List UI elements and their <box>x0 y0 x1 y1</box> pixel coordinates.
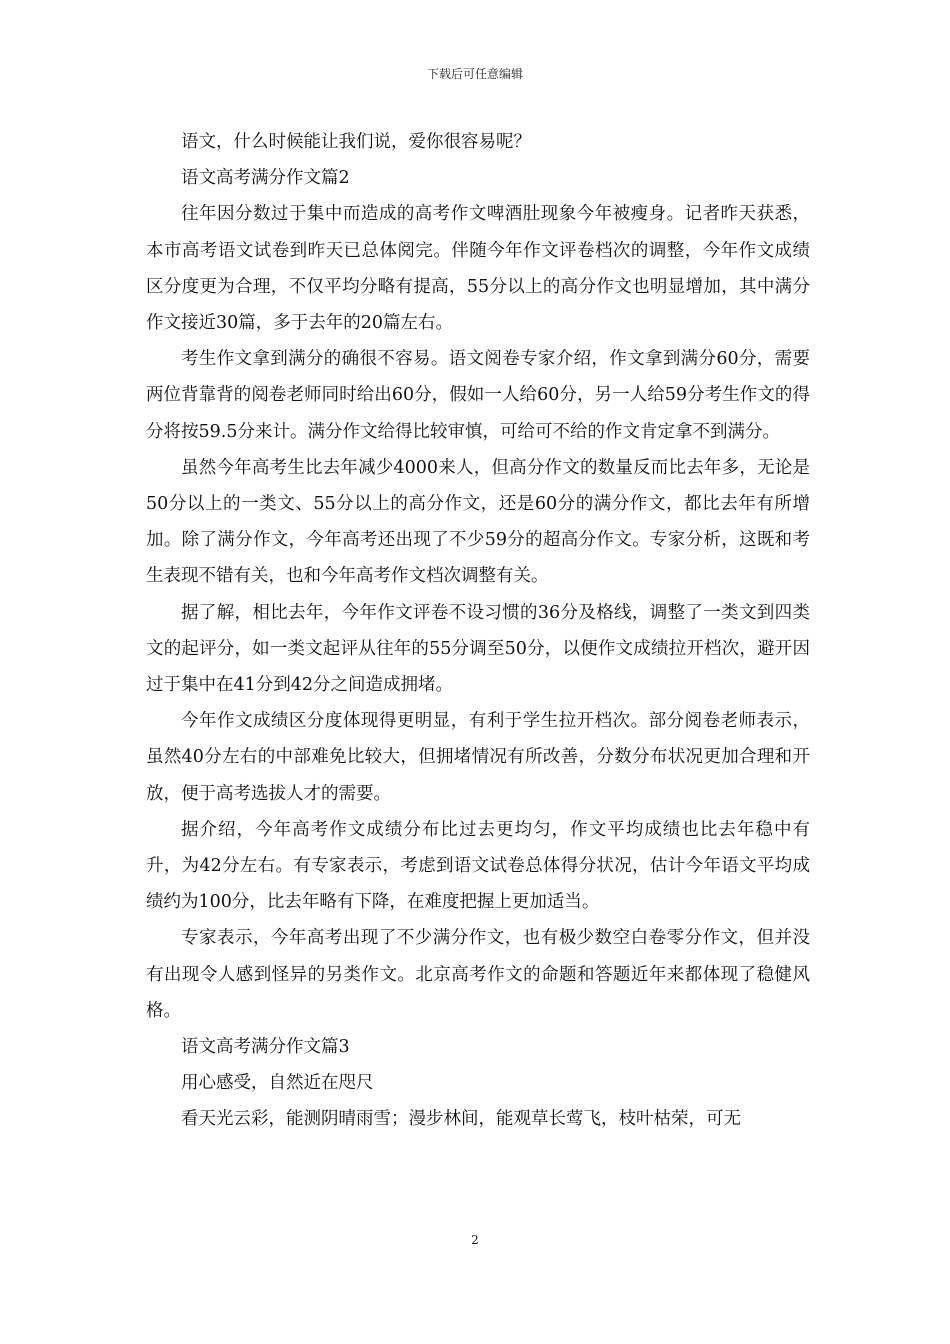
page-number: 2 <box>471 1233 479 1247</box>
essay-title: 用心感受，自然近在咫尺 <box>181 1073 374 1094</box>
section-heading-3: 语文高考满分作文篇3 <box>181 1037 350 1058</box>
paragraph-3: 往年因分数过于集中而造成的高考作文啤酒肚现象今年被瘦身。记者昨天获悉，本市高考语文试卷到昨天已总体阅完。伴随今年作文评卷档次的调整，今年作文成绩区分度更为合理，不仅平均分略有提高，55分以上的高分作文也明显增加，其中满分作文接近30篇，多于去年的20篇左右。 <box>146 204 810 334</box>
page-header: 下载后可任意编辑 <box>426 67 523 81</box>
paragraph-4: 考生作文拿到满分的确很不容易。语文阅卷专家介绍，作文拿到满分60分，需要两位背靠背的阅卷老师同时给出60分，假如一人给60分，另一人给59分考生作文的得分将按59.5分来计。满分作文给得比较审慎，可给可不给的作文肯定拿不到满分。 <box>146 349 810 442</box>
section-heading-2: 语文高考满分作文篇2 <box>181 168 350 189</box>
paragraph-7: 今年作文成绩区分度体现得更明显，有利于学生拉开档次。部分阅卷老师表示，虽然40分左右的中部难免比较大，但拥堵情况有所改善，分数分布状况更加合理和开放，便于高考选拔人才的需要。 <box>146 711 810 804</box>
paragraph-5: 虽然今年高考生比去年减少4000来人，但高分作文的数量反而比去年多，无论是50分以上的一类文、55分以上的高分作文，还是60分的满分作文，都比去年有所增加。除了满分作文，今年高考还出现了不少59分的超高分作文。专家分析，这既和考生表现不错有关，也和今年高考作文档次调整有关。 <box>146 457 810 587</box>
paragraph-12: 看天光云彩，能测阴晴雨雪；漫步林间，能观草长莺飞，枝叶枯荣，可无 <box>181 1109 741 1130</box>
paragraph-1: 语文，什么时候能让我们说，爱你很容易呢？ <box>181 132 531 152</box>
paragraph-8: 据介绍，今年高考作文成绩分布比过去更均匀，作文平均成绩也比去年稳中有升，为42分左右。有专家表示，考虑到语文试卷总体得分状况，估计今年语文平均成绩约为100分，比去年略有下降，在难度把握上更加适当。 <box>146 819 810 913</box>
document-body <box>146 124 810 1138</box>
paragraph-6: 据了解，相比去年，今年作文评卷不设习惯的36分及格线，调整了一类文到四类文的起评分，如一类文起评从往年的55分调至50分，以便作文成绩拉开档次，避开因过于集中在41分到42分之间造成拥堵。 <box>146 602 810 696</box>
paragraph-9: 专家表示，今年高考出现了不少满分作文，也有极少数空白卷零分作文，但并没有出现令人感到怪异的另类作文。北京高考作文的命题和答题近年来都体现了稳健风格。 <box>146 928 810 1021</box>
